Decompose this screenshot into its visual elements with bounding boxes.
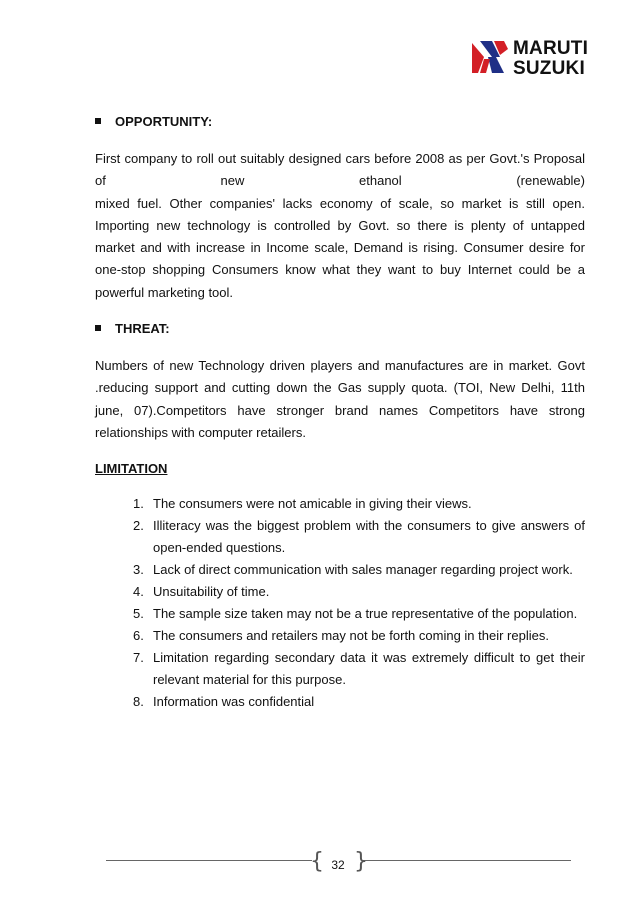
item-text: Lack of direct communication with sales manager regarding project work. xyxy=(153,562,573,577)
item-text: The sample size taken may not be a true representative of the population. xyxy=(153,606,578,621)
logo-text-maruti: MARUTI xyxy=(513,38,589,59)
text-line: of new ethanol (renewable) xyxy=(95,173,585,189)
text-line: relationships with computer retailers. xyxy=(95,424,306,440)
footer-rule-left xyxy=(106,860,312,861)
list-item xyxy=(133,515,585,559)
item-number: 6. xyxy=(133,628,144,643)
right-brace-icon: } xyxy=(354,849,368,874)
item-number: 7. xyxy=(133,650,144,665)
text-line: Importing new technology is controlled by Govt. so there is plenty of untapped xyxy=(95,217,585,233)
item-number: 1. xyxy=(133,496,144,511)
logo-text-suzuki: SUZUKI xyxy=(513,58,585,79)
limitation-list xyxy=(133,493,585,713)
maruti-suzuki-logo xyxy=(470,37,620,81)
list-item xyxy=(133,625,585,647)
limitation-heading: LIMITATION xyxy=(95,461,168,476)
item-number: 5. xyxy=(133,606,144,621)
item-text: relevant material for this purpose. xyxy=(153,672,346,687)
item-text: The consumers were not amicable in giving their views. xyxy=(153,496,472,511)
text-line: First company to roll out suitably designed cars before 2008 as per Govt.'s Proposal xyxy=(95,151,585,166)
list-item xyxy=(133,493,585,515)
item-text: open-ended questions. xyxy=(153,540,286,555)
square-bullet-icon xyxy=(95,118,101,124)
page-number: 32 xyxy=(331,858,345,872)
opportunity-heading: OPPORTUNITY: xyxy=(95,114,212,129)
item-text: Unsuitability of time. xyxy=(153,584,270,599)
item-text: Information was confidential xyxy=(153,694,315,709)
text-line: june, 07).Competitors have stronger brand names Competitors have strong xyxy=(95,402,585,418)
footer-rule-right xyxy=(363,860,571,861)
item-text: The consumers and retailers may not be forth coming in their replies. xyxy=(153,628,549,643)
threat-heading: THREAT: xyxy=(95,321,170,336)
text-line: one-stop shopping Consumers know what they want to buy Internet could be a xyxy=(95,262,585,278)
opportunity-paragraph xyxy=(95,148,585,304)
list-item xyxy=(133,647,585,691)
square-bullet-icon xyxy=(95,325,101,331)
text-line: Numbers of new Technology driven players and manufactures are in market. Govt xyxy=(95,358,585,373)
list-item xyxy=(133,559,585,581)
item-number: 8. xyxy=(133,694,144,709)
suzuki-s-emblem-icon xyxy=(470,37,510,77)
left-brace-icon: { xyxy=(310,849,324,874)
list-item xyxy=(133,581,585,603)
text-line: mixed fuel. Other companies' lacks economy of scale, so market is still open. xyxy=(95,195,585,211)
text-line: powerful marketing tool. xyxy=(95,284,234,300)
text-line: .reducing support and cutting down the Gas supply quota. (TOI, New Delhi, 11th xyxy=(95,380,585,396)
item-number: 4. xyxy=(133,584,144,599)
list-item xyxy=(133,691,585,713)
text-line: market and with increase in Income scale, Demand is rising. Consumer desire for xyxy=(95,240,585,256)
item-number: 3. xyxy=(133,562,144,577)
item-text: Illiteracy was the biggest problem with the consumers to give answers of xyxy=(153,518,585,533)
item-text: Limitation regarding secondary data it was extremely difficult to get their xyxy=(153,650,585,665)
item-number: 2. xyxy=(133,518,144,533)
threat-paragraph xyxy=(95,355,585,444)
list-item xyxy=(133,603,585,625)
